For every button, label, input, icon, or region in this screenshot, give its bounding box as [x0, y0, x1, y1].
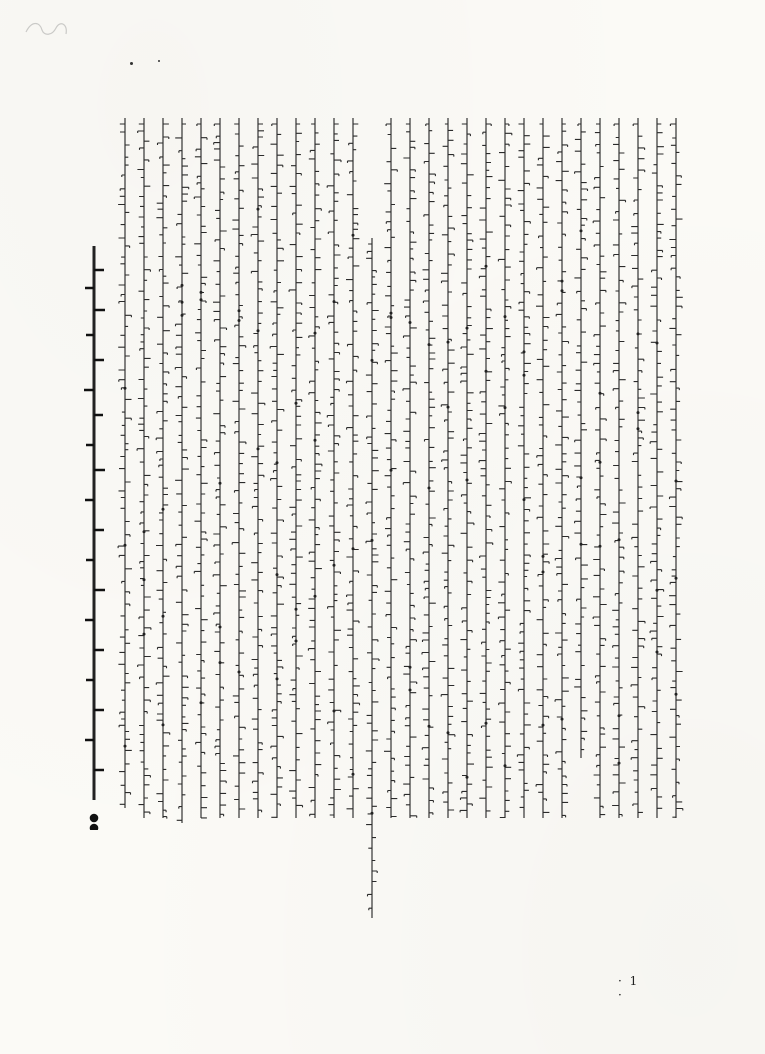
text-line: [191, 118, 211, 918]
text-line: [495, 118, 515, 918]
text-line: [400, 118, 420, 918]
dust-speck: [130, 62, 133, 65]
text-line: [153, 118, 173, 918]
text-line: [647, 118, 667, 918]
text-line: [666, 118, 686, 918]
page-number: · 1 ·: [618, 974, 640, 1002]
text-line: [590, 118, 610, 918]
text-line: [305, 118, 325, 918]
body-text: [115, 118, 675, 918]
text-line: [438, 118, 458, 918]
text-line: [609, 118, 629, 918]
text-line: [286, 118, 306, 918]
dust-speck: [158, 60, 160, 62]
text-line: [419, 118, 439, 918]
text-line: [457, 118, 477, 918]
text-line: [210, 118, 230, 918]
text-line: [514, 118, 534, 918]
text-line: [571, 118, 591, 918]
text-line: [343, 118, 363, 918]
text-line: [552, 118, 572, 918]
text-line: [172, 118, 192, 918]
document-heading: [78, 240, 110, 830]
text-line: [134, 118, 154, 918]
text-line: [362, 118, 382, 918]
text-line: [324, 118, 344, 918]
text-line: [476, 118, 496, 918]
text-line: [248, 118, 268, 918]
text-line: [267, 118, 287, 918]
text-line: [381, 118, 401, 918]
text-line: [628, 118, 648, 918]
text-line: [115, 118, 135, 918]
text-line: [533, 118, 553, 918]
text-line: [229, 118, 249, 918]
pencil-smudge: [22, 14, 72, 44]
